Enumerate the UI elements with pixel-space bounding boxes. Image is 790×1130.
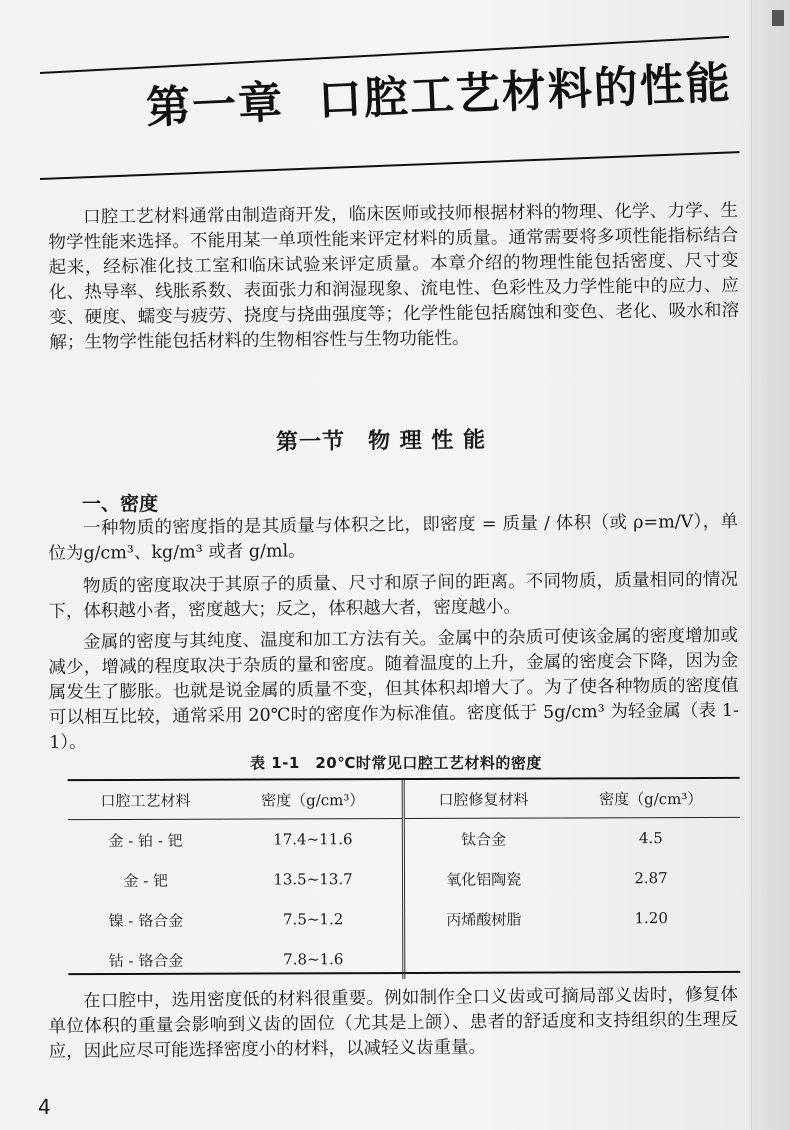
density-paragraph-2: 物质的密度取决于其原子的质量、尺寸和原子间的距离。不同物质，质量相同的情况下，体积越小者，密度越大；反之，体积越大者，密度越小。 [48, 569, 739, 622]
table-row [68, 898, 740, 940]
column-header: 密度（g/cm³） [562, 779, 740, 818]
chapter-title: 口腔工艺材料的性能 [316, 57, 733, 127]
table-cell: 17.4~11.6 [223, 819, 404, 860]
adjacent-page-edge [751, 0, 790, 1130]
chapter-rule-bottom [40, 151, 740, 180]
table-row [68, 858, 740, 900]
table-caption: 表 1-1 20℃时常见口腔工艺材料的密度 [250, 754, 542, 772]
table-cell: 钛合金 [461, 830, 507, 849]
table-cell: 1.20 [634, 909, 668, 928]
column-header: 密度（g/cm³） [223, 780, 404, 819]
table-cell: 7.5~1.2 [224, 899, 405, 940]
intro-paragraph: 口腔工艺材料通常由制造商开发，临床医师或技师根据材料的物理、化学、力学、生物学性能来选择。不能用某一单项性能来评定材料的质量。通常需要将多项性能指标结合起来，经标准化技工室和临床试验来评定质量。本章介绍的物理性能包括密度、尺寸变化、热导率、线胀系数、表面张力和润湿现象、流电性、色彩性及力学性能中的应力、应变、硬度、蠕变与疲劳、挠度与挠曲强度等；化学性能包括腐蚀和变色、老化、吸水和溶解；生物学性能包括材料的生物相容性与生物功能性。 [48, 200, 740, 353]
table-cell: 2.87 [634, 869, 668, 888]
table-cell: 金 - 铂 - 钯 [108, 831, 183, 850]
closing-paragraph: 在口腔中，选用密度低的材料很重要。例如制作全口义齿或可摘局部义齿时，修复体单位体积的重量会影响到义齿的固位（尤其是上颌）、患者的舒适度和支持组织的生理反应，因此应尽可能选择密度小的材料，以减轻义齿重量。 [48, 984, 739, 1062]
table-row [68, 938, 740, 980]
chapter-number: 第一章 [145, 77, 286, 134]
table-cell: 13.5~13.7 [223, 859, 404, 900]
density-table [68, 777, 741, 975]
table-cell: 7.8~1.6 [224, 939, 405, 980]
table-cell: 钴 - 铬合金 [108, 951, 184, 970]
table-cell: 丙烯酸树脂 [446, 910, 522, 929]
subsection-heading: 一、密度 [82, 493, 159, 515]
density-paragraph-1: 一种物质的密度指的是其质量与体积之比，即密度 = 质量 / 体积（或 ρ=m/V），单位为g/cm³、kg/m³ 或者 g/ml。 [48, 511, 739, 564]
table-cell: 镍 - 铬合金 [108, 911, 184, 930]
table-cell [404, 938, 562, 979]
column-header: 口腔工艺材料 [68, 781, 224, 820]
table-header-row [68, 779, 740, 820]
table-row [68, 817, 740, 860]
table-cell [562, 938, 740, 979]
section-title: 第一节 物 理 性 能 [275, 427, 487, 456]
density-paragraph-3: 金属的密度与其纯度、温度和加工方法有关。金属中的杂质可使该金属的密度增加或减少，增减的程度取决于杂质的量和密度。随着温度的上升，金属的密度会下降，因为金属发生了膨胀。也就是说金属的质量不变，但其体积却增大了。为了使各种物质的密度值可以相互比较，通常采用 20℃时的密度作为标准值。密度低于 5g/cm³ 为轻金属（表 1-1）。 [48, 625, 739, 753]
table-cell: 氧化铝陶瓷 [446, 870, 522, 889]
page-edge-tab [772, 10, 784, 26]
table-cell: 金 - 钯 [123, 871, 169, 890]
table-cell: 4.5 [638, 829, 663, 848]
column-header: 口腔修复材料 [404, 779, 562, 818]
page-number: 4 [38, 1095, 51, 1119]
